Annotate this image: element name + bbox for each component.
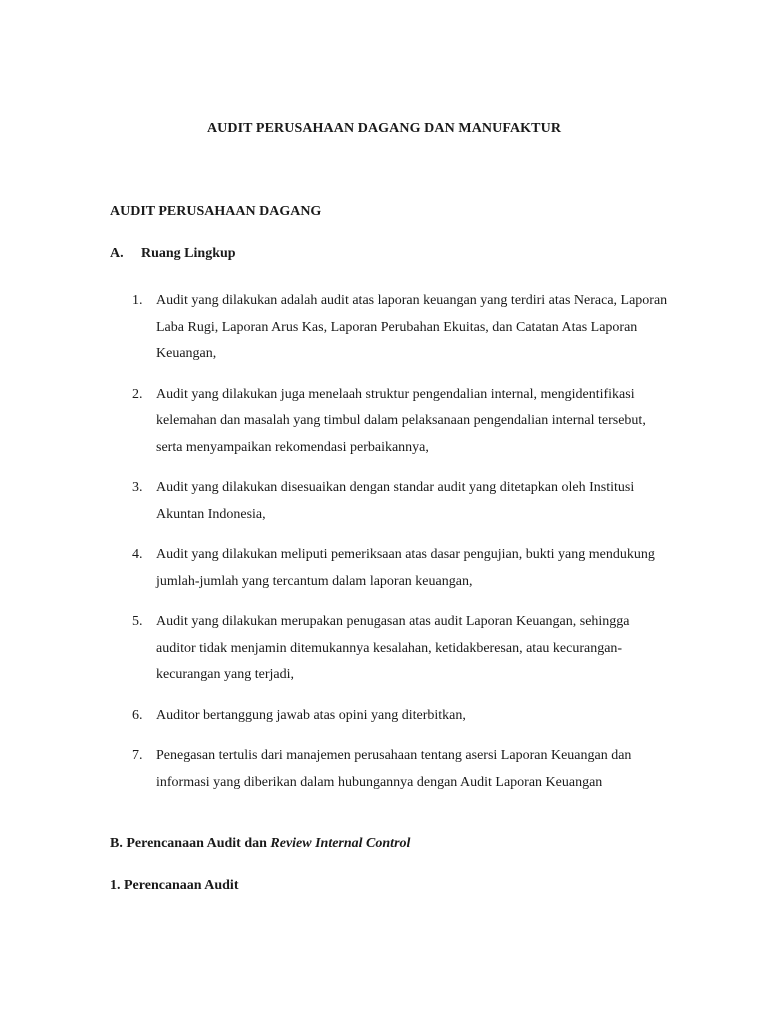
list-item-text: Audit yang dilakukan merupakan penugasan atas audit Laporan Keuangan, sehingga auditor tidak menjamin ditemukannya kesalahan, ketidakberesan, atau kecurangan-kecurangan yang terjadi, <box>156 614 630 682</box>
list-item-text: Auditor bertanggung jawab atas opini yang diterbitkan, <box>156 707 466 723</box>
list-item <box>110 288 670 368</box>
list-item-text: Audit yang dilakukan juga menelaah struktur pengendalian internal, mengidentifikasi kelemahan dan masalah yang timbul dalam pelaksanaan pengendalian internal tersebut, serta menyampaikan rekomendasi perbaikannya, <box>156 386 646 455</box>
list-item-text: Audit yang dilakukan meliputi pemeriksaan atas dasar pengujian, bukti yang mendukung jumlah-jumlah yang tercantum dalam laporan keuangan, <box>156 547 655 589</box>
list-item <box>110 475 670 528</box>
list-item-number: 4. <box>132 547 143 562</box>
subsection-ruang-lingkup <box>110 246 236 262</box>
list-item-number: 6. <box>132 707 143 723</box>
section-b-prefix: B. Perencanaan Audit dan <box>110 836 271 851</box>
document-title: AUDIT PERUSAHAAN DAGANG DAN MANUFAKTUR <box>206 121 562 136</box>
list-item-number: 3. <box>132 480 143 495</box>
list-item-text: Penegasan tertulis dari manajemen perusahaan tentang asersi Laporan Keuangan dan informasi yang diberikan dalam hubungannya dengan Audit Laporan Keuangan <box>156 748 632 790</box>
list-item-number: 5. <box>132 614 143 629</box>
list-item-text: Audit yang dilakukan disesuaikan dengan standar audit yang ditetapkan oleh Institusi Akuntan Indonesia, <box>156 480 635 522</box>
list-item-number: 1. <box>132 293 143 308</box>
list-item <box>110 609 670 689</box>
list-item <box>110 542 670 595</box>
section-heading-b1: 1. Perencanaan Audit <box>110 878 239 893</box>
list-item <box>110 703 670 730</box>
list-item-text: Audit yang dilakukan adalah audit atas laporan keuangan yang terdiri atas Neraca, Laporan Laba Rugi, Laporan Arus Kas, Laporan Perubahan Ekuitas, dan Catatan Atas Laporan Keuangan, <box>156 293 668 361</box>
list-item <box>110 743 670 796</box>
list-item <box>110 382 670 462</box>
list-item-number: 7. <box>132 748 143 763</box>
scope-list <box>110 288 670 810</box>
section-heading-dagang: AUDIT PERUSAHAAN DAGANG <box>110 204 322 219</box>
subsection-label: Ruang Lingkup <box>141 246 236 261</box>
section-b-italic: Review Internal Control <box>270 836 411 851</box>
list-item-number: 2. <box>132 386 143 402</box>
section-heading-b <box>110 836 410 852</box>
subsection-letter: A. <box>110 246 124 261</box>
